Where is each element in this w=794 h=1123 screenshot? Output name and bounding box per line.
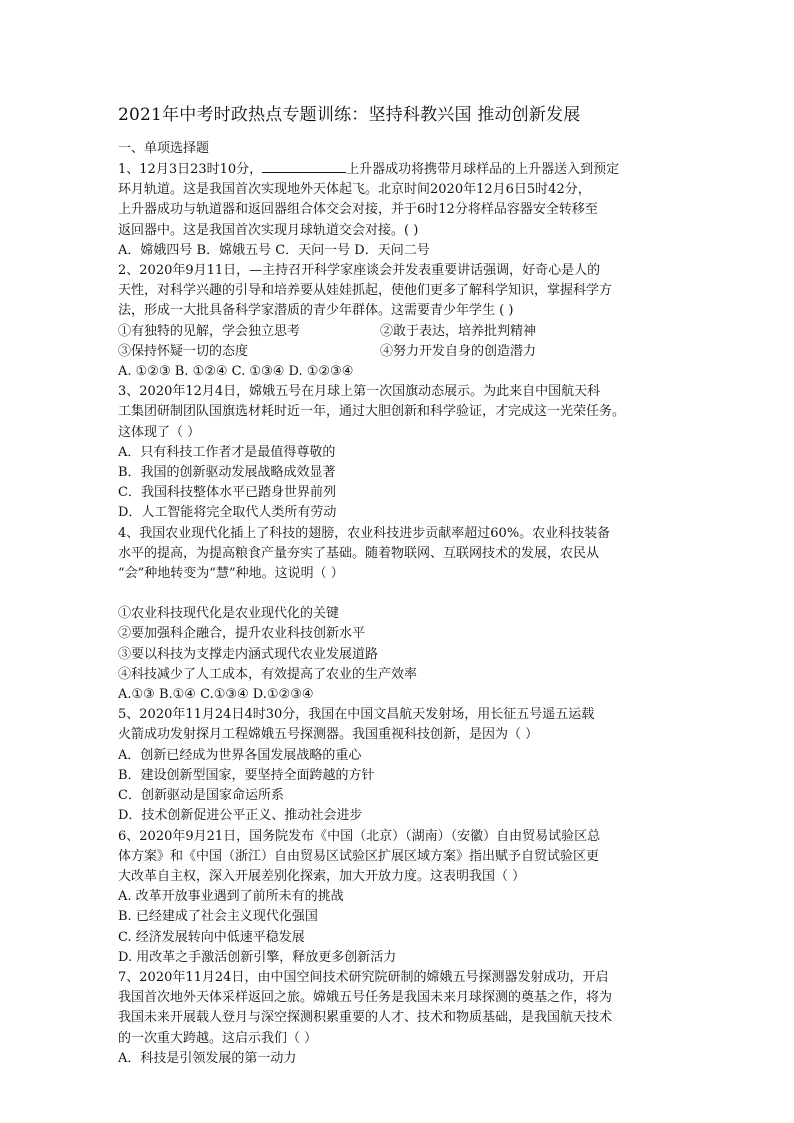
question-4 xyxy=(118,524,680,706)
q7-line-1: 7、2020年11月24日，由中国空间技术研究院研制的嫦娥五号探测器发射成功，开启 xyxy=(118,969,609,985)
q4-line-1: 4、我国农业现代化插上了科技的翅膀，农业科技进步贡献率超过60%。农业科技装备 xyxy=(118,525,611,541)
q7-line-4: 的一次重大跨越。这启示我们（ ） xyxy=(118,1030,318,1046)
q4-item-2: ②要加强科企融合，提升农业科技创新水平 xyxy=(118,626,366,642)
blank-gap xyxy=(118,584,680,604)
answer-blank xyxy=(262,160,346,173)
q5-line-2: 火箭成功发射探月工程嫦娥五号探测器。我国重视科技创新，是因为（ ） xyxy=(118,727,539,743)
q3-option-a: A．只有科技工作者才是最值得尊敬的 xyxy=(118,444,336,460)
q2-item-1: ①有独特的见解，学会独立思考 xyxy=(118,323,301,339)
q2-item-4: ④努力开发自身的创造潜力 xyxy=(380,343,537,359)
page-title: 2021年中考时政热点专题训练：坚持科教兴国 推动创新发展 xyxy=(118,105,581,125)
q7-line-3: 我国未来开展载人登月与深空探测积累重要的人才、技术和物质基础，是我国航天技术 xyxy=(118,1010,613,1026)
q5-option-b: B．建设创新型国家，要坚持全面跨越的方针 xyxy=(118,767,375,783)
q3-option-d: D．人工智能将完全取代人类所有劳动 xyxy=(118,505,337,521)
q3-line-2: 工集团研制团队国旗选材耗时近一年，通过大胆创新和科学验证，才完成这一光荣任务。 xyxy=(118,404,626,420)
q4-line-3: “会”种地转变为“慧”种地。这说明（ ） xyxy=(118,566,344,582)
q7-option-a: A．科技是引领发展的第一动力 xyxy=(118,1050,297,1066)
q2-line-1: 2、2020年9月11日，—主持召开科学家座谈会并发表重要讲话强调，好奇心是人的 xyxy=(118,263,601,279)
q6-line-2: 体方案》和《中国（浙江）自由贸易区试验区扩展区域方案》指出赋予自贸试验区更 xyxy=(118,848,600,864)
q1-line-1b: 上升器成功将携带月球样品的上升器送入到预定 xyxy=(346,162,620,177)
q4-answers: A.①③ B.①④ C.①③④ D.①②③④ xyxy=(118,687,314,703)
q4-item-1: ①农业科技现代化是农业现代化的关键 xyxy=(118,606,340,622)
q5-line-1: 5、2020年11月24日4时30分，我国在中国文昌航天发射场，用长征五号遥五运载 xyxy=(118,707,595,723)
question-6 xyxy=(118,827,680,968)
q3-line-3: 这体现了（ ） xyxy=(118,424,201,440)
q7-line-2: 我国首次地外天体采样返回之旅。嫦娥五号任务是我国未来月球探测的奠基之作，将为 xyxy=(118,990,613,1006)
q1-line-2: 环月轨道。这是我国首次实现地外天体起飞。北京时间2020年12月6日5时42分， xyxy=(118,182,591,198)
q1-line-4: 返回器中。这是我国首次实现月球轨道交会对接。( ) xyxy=(118,222,419,238)
q6-line-3: 大改革自主权，深入开展差别化探索，加大开放力度。这表明我国（ ） xyxy=(118,868,526,884)
section-heading: 一、单项选择题 xyxy=(118,141,210,156)
q3-option-c: C．我国科技整体水平已踏身世界前列 xyxy=(118,485,336,501)
q3-line-1: 3、2020年12月4日，嫦娥五号在月球上第一次国旗动态展示。为此来自中国航天科 xyxy=(118,384,601,400)
question-5 xyxy=(118,705,680,826)
q5-option-a: A．创新已经成为世界各国发展战略的重心 xyxy=(118,747,362,763)
q2-item-3: ③保持怀疑一切的态度 xyxy=(118,343,249,359)
question-7 xyxy=(118,968,680,1069)
q1-line-1a: 1、12月3日23时10分， xyxy=(118,162,263,177)
question-3 xyxy=(118,382,680,523)
q1-line-3: 上升器成功与轨道器和返回器组合体交会对接，并于6时12分将样品容器安全转移至 xyxy=(118,202,598,218)
document-page xyxy=(118,102,680,1069)
q2-line-3: 法，形成一大批具备科学家潜质的青少年群体。这需要青少年学生 ( ) xyxy=(118,303,514,319)
q2-answers: A. ①②③ B. ①②④ C. ①③④ D. ①②③④ xyxy=(118,364,354,380)
question-2 xyxy=(118,261,680,382)
q3-option-b: B．我国的创新驱动发展战略成效显著 xyxy=(118,465,336,481)
question-1 xyxy=(118,160,680,261)
q4-item-4: ④科技减少了人工成本，有效提高了农业的生产效率 xyxy=(118,666,418,682)
q6-option-c: C. 经济发展转向中低速平稳发展 xyxy=(118,929,305,945)
q2-item-2: ②敢于表达，培养批判精神 xyxy=(380,323,537,339)
q6-line-1: 6、2020年9月21日，国务院发布《中国（北京）（湖南）（安徽）自由贸易试验区总 xyxy=(118,828,601,844)
q5-option-d: D．技术创新促进公平正义、推动社会进步 xyxy=(118,808,363,824)
q6-option-a: A. 改革开放事业遇到了前所未有的挑战 xyxy=(118,889,344,905)
q6-option-b: B. 已经建成了社会主义现代化强国 xyxy=(118,909,318,925)
q6-option-d: D. 用改革之手激活创新引擎，释放更多创新活力 xyxy=(118,949,397,965)
q4-item-3: ③要以科技为支撑走内涵式现代农业发展道路 xyxy=(118,646,379,662)
q1-options: A．嫦娥四号 B．嫦娥五号 C．天问一号 D．天问二号 xyxy=(118,242,430,258)
q4-line-2: 水平的提高，为提高粮食产量夯实了基础。随着物联网、互联网技术的发展，农民从 xyxy=(118,545,600,561)
q2-line-2: 天性，对科学兴趣的引导和培养要从娃娃抓起，使他们更多了解科学知识，掌握科学方 xyxy=(118,283,613,299)
q5-option-c: C．创新驱动是国家命运所系 xyxy=(118,788,284,804)
